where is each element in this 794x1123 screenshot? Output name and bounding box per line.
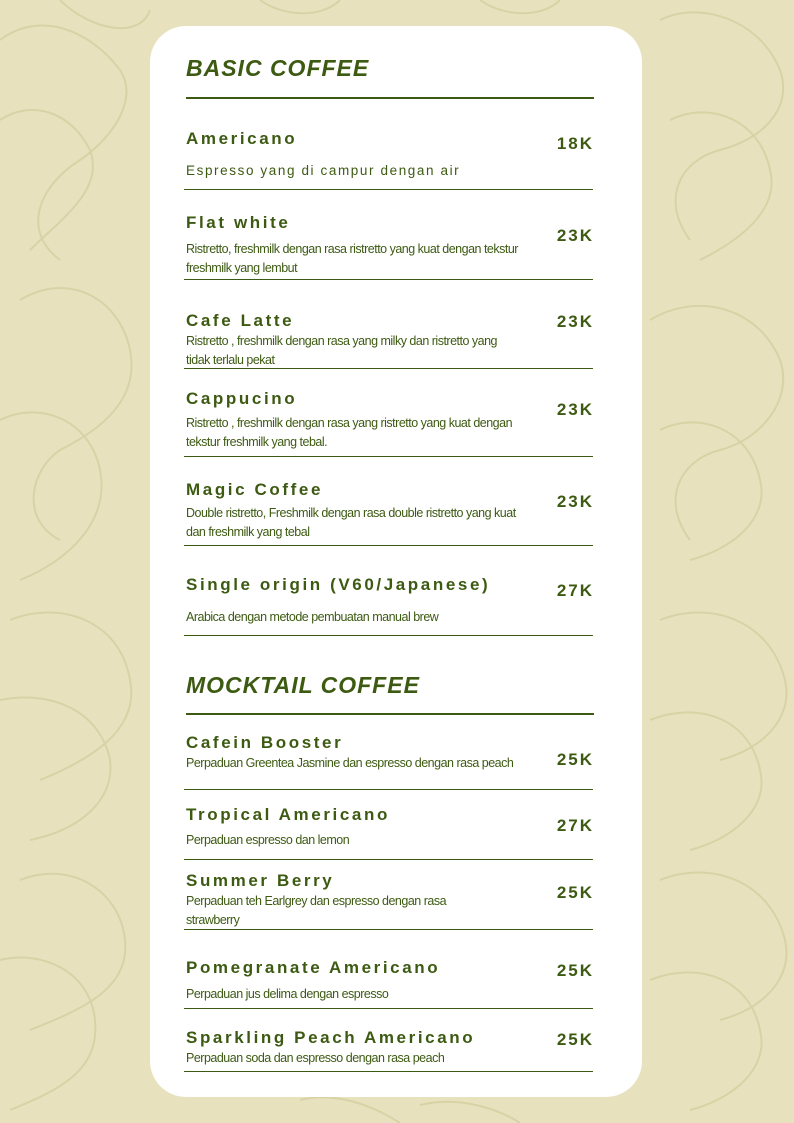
item-divider (184, 189, 593, 190)
menu-item-name-flat-white: Flat white (186, 213, 291, 232)
item-divider (184, 545, 593, 546)
menu-item-price-sparkling-peach-americano: 25K (556, 1030, 594, 1049)
menu-item-name-tropical-americano: Tropical Americano (186, 805, 390, 824)
menu-item-name-cappucino: Cappucino (186, 389, 298, 408)
menu-item-price-single-origin: 27K (556, 581, 594, 600)
menu-item-description-sparkling-peach-americano: Perpaduan soda dan espresso dengan rasa peach (186, 1051, 445, 1065)
menu-card (150, 26, 642, 1097)
menu-item-description-magic-coffee: Double ristretto, Freshmilk dengan rasa double ristretto yang kuat dan freshmilk yang tebal (186, 506, 516, 539)
menu-item-description-cafe-latte: Ristretto , freshmilk dengan rasa yang milky dan ristretto yang tidak terlalu pekat (186, 334, 498, 367)
menu-item-description-single-origin: Arabica dengan metode pembuatan manual brew (186, 610, 439, 624)
menu-item-name-pomegranate-americano: Pomegranate Americano (186, 958, 441, 977)
item-divider (184, 929, 593, 930)
item-divider (184, 789, 593, 790)
menu-item-description-summer-berry: Perpaduan teh Earlgrey dan espresso dengan rasa strawberry (186, 894, 447, 927)
menu-item-price-magic-coffee: 23K (556, 492, 594, 511)
item-divider (184, 456, 593, 457)
item-divider (184, 1008, 593, 1009)
section-title-mocktail-coffee: MOCKTAIL COFFEE (186, 672, 420, 698)
menu-item-price-cappucino: 23K (556, 400, 594, 419)
menu-item-price-pomegranate-americano: 25K (556, 961, 594, 980)
section-divider (186, 97, 594, 99)
menu-item-name-americano: Americano (186, 129, 298, 148)
menu-item-description-americano: Espresso yang di campur dengan air (186, 163, 461, 178)
menu-item-price-flat-white: 23K (556, 226, 594, 245)
menu-item-name-cafe-latte: Cafe Latte (186, 311, 295, 330)
menu-item-price-cafein-booster: 25K (556, 750, 594, 769)
menu-item-description-tropical-americano: Perpaduan espresso dan lemon (186, 833, 350, 847)
menu-item-price-summer-berry: 25K (556, 883, 594, 902)
item-divider (184, 859, 593, 860)
section-title-basic-coffee: BASIC COFFEE (186, 55, 370, 81)
menu-item-name-magic-coffee: Magic Coffee (186, 480, 323, 499)
section-divider (186, 713, 594, 715)
item-divider (184, 279, 593, 280)
item-divider (184, 635, 593, 636)
menu-item-name-cafein-booster: Cafein Booster (186, 733, 344, 752)
menu-item-price-americano: 18K (556, 134, 594, 153)
menu-item-name-summer-berry: Summer Berry (186, 871, 335, 890)
menu-item-name-sparkling-peach-americano: Sparkling Peach Americano (186, 1028, 476, 1047)
menu-item-price-cafe-latte: 23K (556, 312, 594, 331)
menu-item-description-flat-white: Ristretto, freshmilk dengan rasa ristretto yang kuat dengan tekstur freshmilk yang lembut (186, 242, 518, 275)
menu-item-description-cafein-booster: Perpaduan Greentea Jasmine dan espresso dengan rasa peach (186, 756, 514, 770)
menu-item-price-tropical-americano: 27K (556, 816, 594, 835)
item-divider (184, 368, 593, 369)
menu-item-name-single-origin: Single origin (V60/Japanese) (186, 575, 491, 594)
item-divider (184, 1071, 593, 1072)
menu-item-description-cappucino: Ristretto , freshmilk dengan rasa yang ristretto yang kuat dengan tekstur freshmilk yang tebal. (186, 416, 513, 449)
menu-item-description-pomegranate-americano: Perpaduan jus delima dengan espresso (186, 987, 389, 1001)
